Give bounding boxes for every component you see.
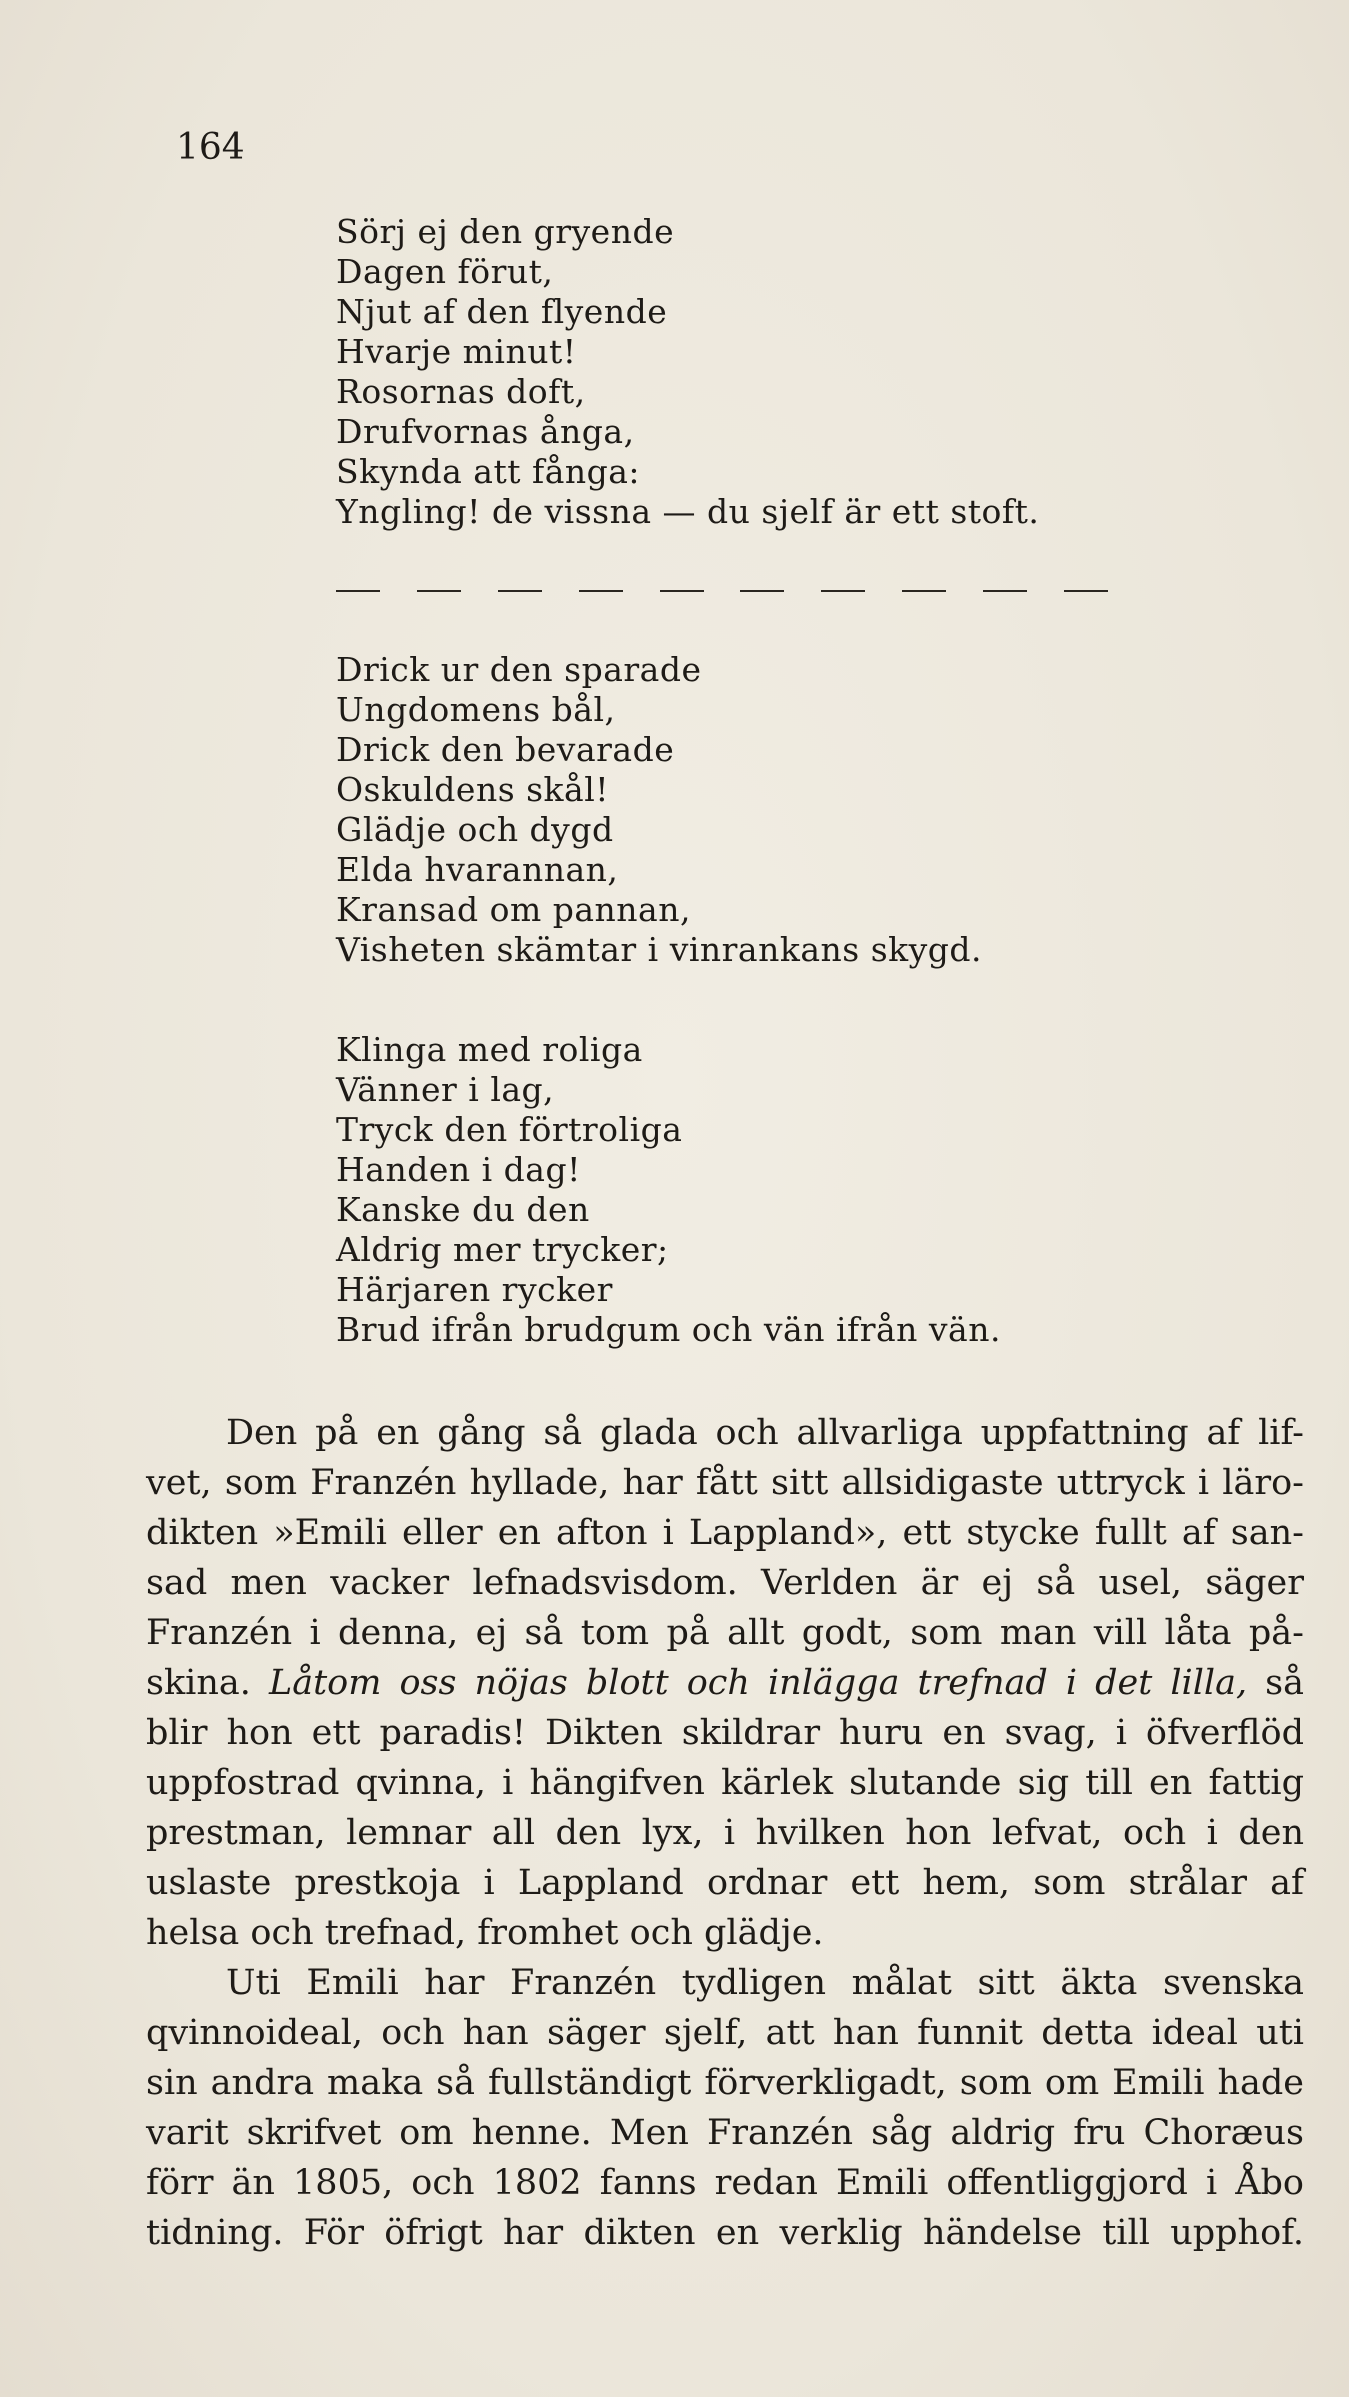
prose-line-with-italic <box>146 1658 1304 1708</box>
verse-line: Brud ifrån brudgum och vän ifrån vän. <box>336 1310 1001 1349</box>
verse-line: Klinga med roliga <box>336 1030 643 1069</box>
verse-line: Rosornas doft, <box>336 372 586 411</box>
prose-fragment: så <box>1265 1663 1304 1703</box>
verse-line: Handen i dag! <box>336 1150 581 1189</box>
verse-line: Kransad om pannan, <box>336 890 691 929</box>
verse-line: Kanske du den <box>336 1190 590 1229</box>
page-number: 164 <box>176 127 245 168</box>
prose-line: tidning. För öfrigt har dikten en verklig händelse till upphof. <box>146 2213 1304 2253</box>
dash <box>660 590 704 592</box>
verse-line: Glädje och dygd <box>336 810 614 849</box>
verse-line: Visheten skämtar i vinrankans skygd. <box>336 930 983 969</box>
dash <box>902 590 946 592</box>
verse-line: Härjaren rycker <box>336 1270 613 1309</box>
prose-line: Uti Emili har Franzén tydligen målat sitt äkta svenska <box>226 1963 1304 2003</box>
prose-line: förr än 1805, och 1802 fanns redan Emili offentliggjord i Åbo <box>146 2163 1304 2203</box>
dash <box>821 590 865 592</box>
prose-line: sad men vacker lefnadsvisdom. Verlden är ej så usel, säger <box>146 1563 1304 1603</box>
prose-line: blir hon ett paradis! Dikten skildrar huru en svag, i öfverflöd <box>146 1713 1304 1753</box>
verse-line: Sörj ej den gryende <box>336 212 675 251</box>
verse-line: Njut af den flyende <box>336 292 668 331</box>
prose-body <box>146 1408 1304 2258</box>
prose-line: prestman, lemnar all den lyx, i hvilken hon lefvat, och i den <box>146 1813 1304 1853</box>
verse-line: Oskuldens skål! <box>336 770 610 809</box>
verse-line: Hvarje minut! <box>336 332 577 371</box>
dash <box>983 590 1027 592</box>
dash <box>740 590 784 592</box>
italic-quote: Låtom oss nöjas blott och inlägga trefnad i det lilla, <box>268 1663 1248 1703</box>
verse-line: Tryck den förtroliga <box>336 1110 683 1149</box>
prose-line: uppfostrad qvinna, i hängifven kärlek slutande sig till en fattig <box>146 1763 1304 1803</box>
prose-line: varit skrifvet om henne. Men Franzén såg aldrig fru Choræus <box>146 2113 1304 2153</box>
prose-line: uslaste prestkoja i Lappland ordnar ett hem, som strålar af <box>146 1863 1304 1903</box>
prose-line: Franzén i denna, ej så tom på allt godt, som man vill låta på- <box>146 1613 1304 1653</box>
dash <box>417 590 461 592</box>
dash <box>498 590 542 592</box>
verse-line: Elda hvarannan, <box>336 850 619 889</box>
verse-line: Aldrig mer trycker; <box>336 1230 669 1269</box>
dash-separator <box>336 590 1108 592</box>
verse-line: Vänner i lag, <box>336 1070 555 1109</box>
verse-line: Drufvornas ånga, <box>336 412 635 451</box>
verse-line: Drick ur den sparade <box>336 650 702 689</box>
prose-line: sin andra maka så fullständigt förverkligadt, som om Emili hade <box>146 2063 1304 2103</box>
dash <box>1064 590 1108 592</box>
verse-line: Dagen förut, <box>336 252 554 291</box>
dash <box>336 590 380 592</box>
prose-line: qvinnoideal, och han säger sjelf, att han funnit detta ideal uti <box>146 2013 1304 2053</box>
prose-line: Den på en gång så glada och allvarliga uppfattning af lif- <box>226 1413 1304 1453</box>
prose-line: dikten »Emili eller en afton i Lappland», ett stycke fullt af san- <box>146 1513 1304 1553</box>
poem-stanza-3 <box>336 1030 1001 1350</box>
poem-stanza-2 <box>336 650 982 970</box>
poem-stanza-1 <box>336 212 1039 532</box>
verse-line: Drick den bevarade <box>336 730 675 769</box>
verse-line: Ungdomens bål, <box>336 690 616 729</box>
verse-line: Skynda att fånga: <box>336 452 641 491</box>
verse-line: Yngling! de vissna — du sjelf är ett stoft. <box>336 492 1040 531</box>
prose-fragment: skina. <box>146 1663 251 1703</box>
dash <box>579 590 623 592</box>
prose-line: vet, som Franzén hyllade, har fått sitt allsidigaste uttryck i läro- <box>146 1463 1304 1503</box>
prose-line: helsa och trefnad, fromhet och glädje. <box>146 1913 824 1953</box>
